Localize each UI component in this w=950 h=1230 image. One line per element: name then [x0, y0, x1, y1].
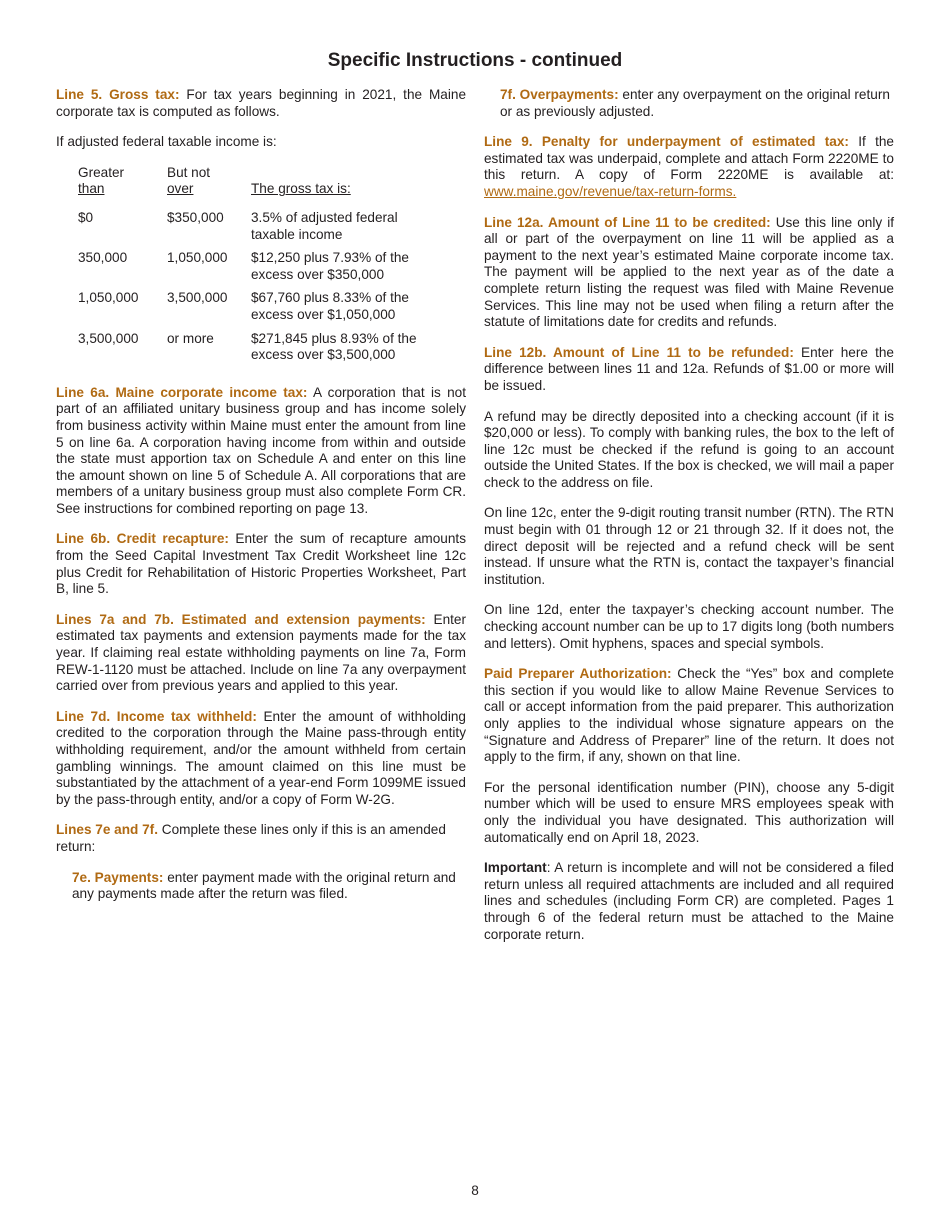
line7ab-heading: Lines 7a and 7b. Estimated and extension payments: [56, 611, 426, 627]
line5-heading: Line 5. Gross tax: [56, 87, 180, 102]
line7f-text: enter any overpayment on the original return or as previously adjusted. [500, 87, 890, 119]
line12d-paragraph: On line 12d, enter the taxpayer’s checking account number. The checking account number can be up to 17 digits long (both numbers and letters). Omit hyphens, spaces and special symbols. [484, 602, 894, 651]
line7ab-text: Enter estimated tax payments and extension payments made for the tax year. If claiming real estate withholding payments on line 7a, Form REW-1-1120 must be attached. Include on line 7a any overpayment carried over from previous years and applied to this year. [56, 611, 466, 694]
cell-greater: 350,000 [78, 250, 128, 266]
line5-paragraph [56, 87, 466, 120]
line12b-heading: Line 12b. Amount of Line 11 to be refunded: [484, 344, 794, 360]
cell-not-over: 1,050,000 [167, 250, 228, 266]
line7d-text: Enter the amount of withholding credited to the corporation through the Maine pass-through entity withholding requirement, and/or the amount withheld from certain gambling winnings. The amount claimed on this line must be substantiated by the attachment of a year-end Form 1099ME issued by the pass-through entity, and/or a copy of Form W-2G. [56, 708, 466, 807]
line12a-paragraph [484, 215, 894, 331]
table-intro: If adjusted federal taxable income is: [56, 134, 277, 150]
left-column [56, 87, 466, 917]
cell-greater: 3,500,000 [78, 330, 139, 346]
important-heading: Important [484, 860, 547, 876]
line6a-text: A corporation that is not part of an affiliated unitary business group and has income solely from business activity within Maine must enter the amount from line 5 on line 6a. A corporation having income from within and outside the state must apportion tax on Schedule A and enter on this line the amount shown on line 5 of Schedule A. All corporations that are members of a unitary business group must also complete Form CR. See instructions for combined reporting on page 13. [56, 384, 466, 516]
line12b-paragraph [484, 345, 894, 395]
important-paragraph [484, 860, 894, 943]
table-row [78, 290, 441, 330]
table-row [78, 331, 441, 371]
table-header-row [78, 165, 441, 210]
cell-greater: $0 [78, 209, 94, 225]
cell-tax: 3.5% of adjusted federal taxable income [251, 209, 398, 242]
line6a-paragraph [56, 385, 466, 518]
line7d-paragraph [56, 709, 466, 809]
line7f-heading: 7f. Overpayments: [500, 87, 619, 102]
line5-text: For tax years beginning in 2021, the Maine corporate tax is computed as follows. [56, 87, 467, 119]
line7d-heading: Line 7d. Income tax withheld: [56, 708, 257, 724]
line7e-heading: 7e. Payments: [72, 869, 164, 885]
cell-not-over: 3,500,000 [167, 290, 228, 306]
preparer-text: Check the “Yes” box and complete this section if you would like to allow Maine Revenue Services to call or accept information from the paid preparer. This authorization only applies to the individual whose signature appears on the “Signature and Address of Preparer” line of the return. It does not apply to the firm, if any, shown on that line. [484, 666, 894, 765]
page-title: Specific Instructions - continued [327, 50, 623, 71]
line7ab-paragraph [56, 612, 466, 695]
line7ef-heading: Lines 7e and 7f. [56, 822, 158, 838]
cell-not-over: or more [167, 330, 214, 346]
preparer-heading: Paid Preparer Authorization: [484, 666, 672, 682]
cell-greater: 1,050,000 [78, 290, 139, 306]
header-greater-than: Greater than [78, 164, 125, 197]
line6b-text: Enter the sum of recapture amounts from the Seed Capital Investment Tax Credit Worksheet line 12c plus Credit for Rehabilitation of Historic Properties Worksheet, Part B, line 5. [56, 531, 466, 597]
line7e-text: enter payment made with the original return and any payments made after the return was filed. [72, 869, 456, 902]
line6b-paragraph [56, 531, 466, 597]
header-but-not-over: But not over [167, 164, 211, 197]
right-column [484, 87, 894, 957]
line6b-heading: Line 6b. Credit recapture: [56, 531, 229, 547]
line12a-heading: Line 12a. Amount of Line 11 to be credited: [484, 214, 771, 230]
preparer-paragraph [484, 666, 894, 766]
table-row [78, 210, 441, 250]
pin-paragraph: For the personal identification number (PIN), choose any 5-digit number which will be used to ensure MRS employees speak with only the individual you have designated. This authorization will automatically end on April 18, 2023. [484, 779, 894, 845]
line7ef-paragraph [56, 822, 466, 855]
line12a-text: Use this line only if all or part of the overpayment on line 11 will be applied as a payment to the next year’s estimated Maine corporate income tax. The payment will be applied to the next year as of the date a complete return listing the request was filed with Maine Revenue Services. This line may not be used when filing a return after the statute of limitations date for credits and refunds. [484, 214, 895, 330]
line9-heading: Line 9. Penalty for underpayment of estimated tax: [484, 134, 849, 150]
forms-link[interactable]: www.maine.gov/revenue/tax-return-forms. [484, 183, 737, 199]
line7f-paragraph [484, 87, 894, 120]
line12b-text: Enter here the difference between lines 11 and 12a. Refunds of $1.00 or more will be issued. [484, 344, 894, 393]
refund-paragraph: A refund may be directly deposited into a checking account (if it is $20,000 or less). To comply with banking rules, the box to the left of line 12c must be checked if the refund is going to an account outside the United States. If the box is checked, we will mail a paper check to the address on file. [484, 408, 894, 490]
table-row [78, 250, 441, 290]
cell-tax: $12,250 plus 7.93% of the excess over $350,000 [251, 250, 409, 282]
line9-text: If the estimated tax was underpaid, complete and attach Form 2220ME to this return. A copy of Form 2220ME is available at: [484, 134, 894, 183]
page-number: 8 [471, 1183, 479, 1198]
header-gross-tax: The gross tax is: [251, 181, 351, 197]
line9-paragraph [484, 134, 894, 200]
cell-tax: $67,760 plus 8.33% of the excess over $1,050,000 [251, 290, 409, 322]
line6a-heading: Line 6a. Maine corporate income tax: [56, 384, 308, 400]
gross-tax-table [78, 165, 441, 371]
important-text: : A return is incomplete and will not be considered a filed return unless all required attachments are included and all required lines and schedules (including Form CR) are completed. Pages 1 through 6 of the federal return must be attached to the Maine corporate return. [484, 860, 894, 942]
cell-tax: $271,845 plus 8.93% of the excess over $3,500,000 [251, 330, 417, 363]
line12c-paragraph: On line 12c, enter the 9-digit routing transit number (RTN). The RTN must begin with 01 through 12 or 21 through 32. If it does not, the direct deposit will be rejected and a refund check will be sent instead. If unsure what the RTN is, contact the taxpayer’s financial institution. [484, 505, 894, 587]
line7ef-text: Complete these lines only if this is an amended return: [56, 822, 446, 854]
line7e-paragraph [56, 870, 466, 903]
cell-not-over: $350,000 [167, 209, 224, 225]
